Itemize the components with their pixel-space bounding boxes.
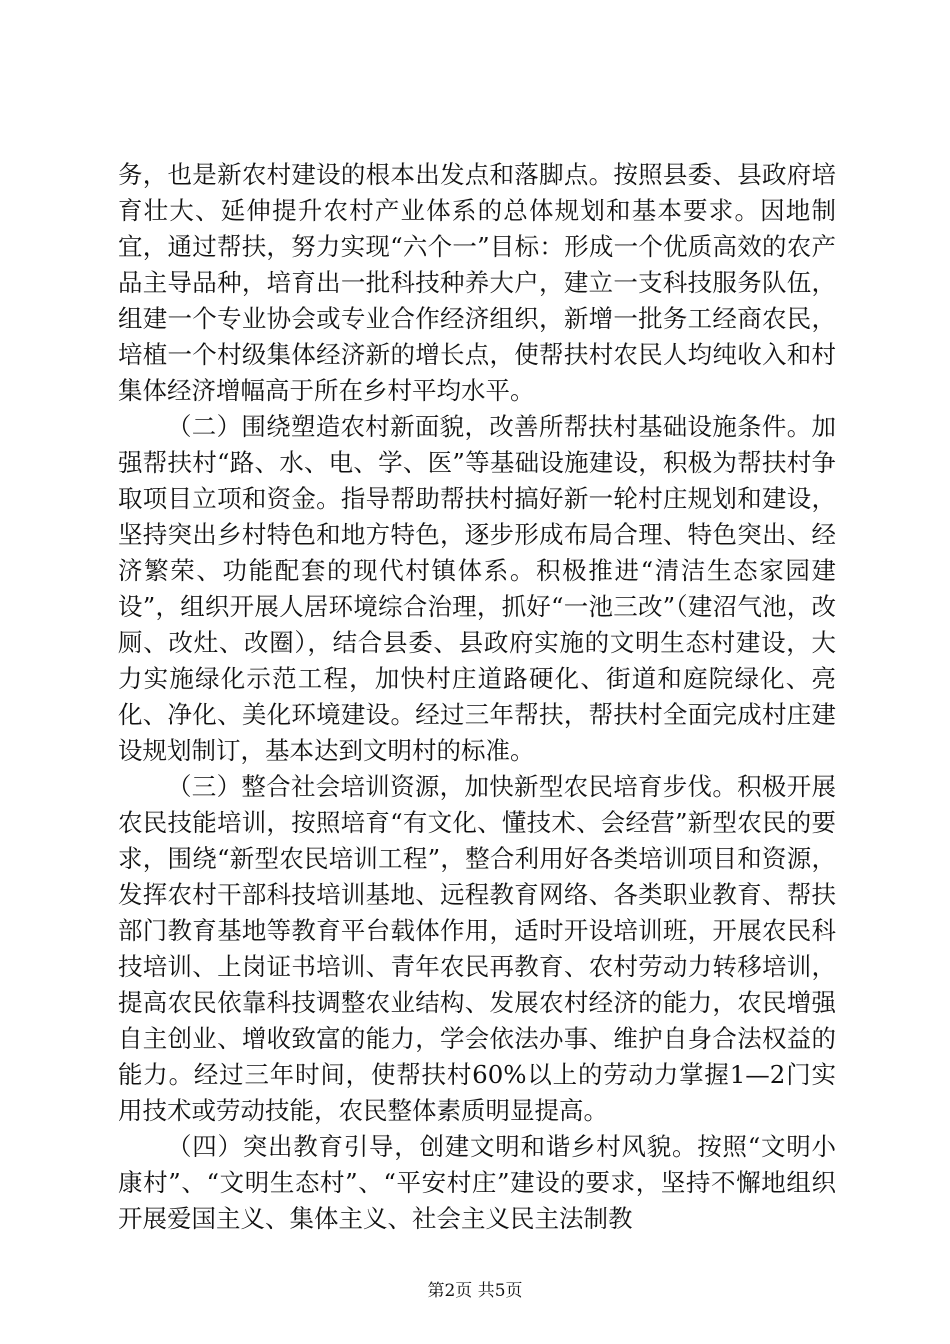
paragraph-4: （四）突出教育引导，创建文明和谐乡村风貌。按照“文明小康村”、“文明生态村”、“平安村庄”建设的要求，坚持不懈地组织开展爱国主义、集体主义、社会主义民主法制教: [118, 1132, 836, 1233]
document-body: [118, 157, 836, 1237]
paragraph-1: 务，也是新农村建设的根本出发点和落脚点。按照县委、县政府培育壮大、延伸提升农村产业体系的总体规划和基本要求。因地制宜，通过帮扶，努力实现“六个一”目标：形成一个优质高效的农产品主导品种，培育出一批科技种养大户，建立一支科技服务队伍，组建一个专业协会或专业合作经济组织，新增一批务工经商农民，培植一个村级集体经济新的增长点，使帮扶村农民人均纯收入和村集体经济增幅高于所在乡村平均水平。: [118, 160, 836, 405]
page-number-footer: 第2页 共5页: [427, 1281, 523, 1301]
paragraph-2: （二）围绕塑造农村新面貌，改善所帮扶村基础设施条件。加强帮扶村“路、水、电、学、医”等基础设施建设，积极为帮扶村争取项目立项和资金。指导帮助帮扶村搞好新一轮村庄规划和建设，坚持突出乡村特色和地方特色，逐步形成布局合理、特色突出、经济繁荣、功能配套的现代村镇体系。积极推进“清洁生态家园建设”，组织开展人居环境综合治理，抓好“一池三改”（建沼气池，改厕、改灶、改圈），结合县委、县政府实施的文明生态村建设，大力实施绿化示范工程，加快村庄道路硬化、街道和庭院绿化、亮化、净化、美化环境建设。经过三年帮扶，帮扶村全面完成村庄建设规划制订，基本达到文明村的标准。: [118, 412, 836, 765]
paragraph-3: （三）整合社会培训资源，加快新型农民培育步伐。积极开展农民技能培训，按照培育“有文化、懂技术、会经营”新型农民的要求，围绕“新型农民培训工程”，整合利用好各类培训项目和资源，发挥农村干部科技培训基地、远程教育网络、各类职业教育、帮扶部门教育基地等教育平台载体作用，适时开设培训班，开展农民科技培训、上岗证书培训、青年农民再教育、农村劳动力转移培训，提高农民依靠科技调整农业结构、发展农村经济的能力，农民增强自主创业、增收致富的能力，学会依法办事、维护自身合法权益的能力。经过三年时间，使帮扶村60%以上的劳动力掌握1—2门实用技术或劳动技能，农民整体素质明显提高。: [118, 772, 836, 1125]
